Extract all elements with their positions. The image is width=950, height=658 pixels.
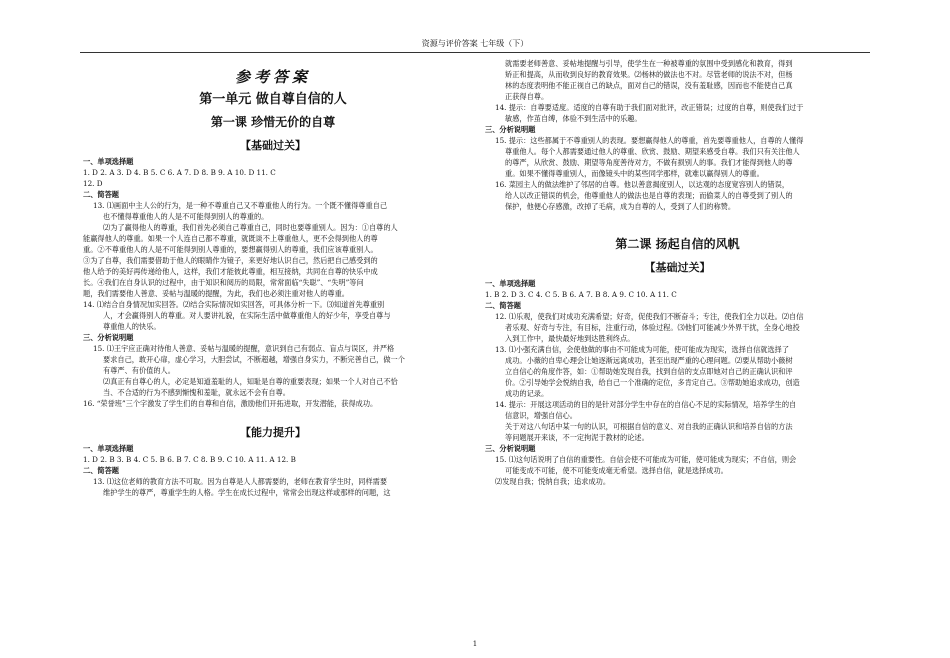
subsection-heading: 三、分析说明题 <box>485 444 536 453</box>
answer-line: 15. 提示：这些都属于不尊重别人的表现。要想赢得他人的尊重，首先要尊重他人，自尊的人懂得 <box>495 136 804 145</box>
answer-line: 人，才会赢得别人的尊重。对人要讲礼貌，在实际生活中做尊重他人的好少年，享受自尊与 <box>103 311 391 320</box>
answers-title: 参考答案 <box>234 68 311 86</box>
answer-line: 就需要老师善意、妥帖地提醒与引导，使学生在一种被尊重的氛围中受到感化和教育，得到 <box>505 59 793 68</box>
answer-line: 当、不合适的行为不感到惭愧和羞耻，就永远不会有自尊。 <box>103 388 290 397</box>
answer-line: 也不懂得尊重他人的人是不可能得到别人的尊重的。 <box>103 212 269 221</box>
answer-line: 14. ⑴结合自身情况加实回答。⑵结合实际情况如实回答，可具体分析一下。⑶知道首先尊重别 <box>83 300 385 309</box>
answer-line: 成功的记录。 <box>505 389 549 398</box>
answer-line: 16. “荣誉班”三个字激发了学生们的自尊和自信，激励他们开拓进取，开发潜能，获得成功。 <box>83 399 378 408</box>
answer-line: 等问题展开来谈，不一定拘泥于教材的论述。 <box>505 433 649 442</box>
left-column <box>83 58 463 498</box>
page-number: 1 <box>472 640 478 648</box>
subsection-heading: 三、分析说明题 <box>83 333 134 342</box>
answer-line: 信意识，增强自信心。 <box>505 411 577 420</box>
subsection-heading: 二、简答题 <box>83 466 119 475</box>
subsection-heading: 一、单项选择题 <box>83 157 134 166</box>
answer-line: 长。④我们在自身认识的过程中，由于知识和阅历的局限，常常面临“失聪”、“失明”等问 <box>83 278 364 287</box>
answer-line: 关于对这八句话中某一句的认识，可根据自信的意义、对自我的正确认识和培养自信的方法 <box>505 422 793 431</box>
section-ability-title: 【能力提升】 <box>240 426 306 439</box>
answer-line: 给人以改正错误的机会，他尊重他人的做法也是自尊的表现；而偷菜人的自尊受到了别人的 <box>505 191 793 200</box>
answer-line: 的尊严，从欣赏、鼓励、期望等角度善待对方，不做有损别人的事。我们才能得到他人的尊 <box>505 158 793 167</box>
answer-line: 者乐观、好奇与专注，有目标，注重行动，体验过程。⑶他们可能减少外界干扰，全身心地投 <box>505 323 800 332</box>
answer-line: 能赢得他人的尊重。如果一个人连自己都不尊重，就既谈不上尊重他人，更不会得到他人的尊 <box>83 234 378 243</box>
lesson-title: 第二课 扬起自信的风帆 <box>615 237 740 251</box>
answer-line: 他人给予的美好再传递给他人，这样，我们才能彼此尊重，相互接纳，共同在自尊的快乐中成 <box>83 267 378 276</box>
answer-line: 价。②引导她学会悦纳自我，给自己一个准确的定位，多肯定自己。③帮助她追求成功，创造 <box>505 378 800 387</box>
answer-line: 16. 菜园主人的做法维护了邻居的自尊。他以善意揭度别人，以达观的态度宽容别人的错误， <box>495 180 790 189</box>
page-header: 资源与评价答案 七年级（下） <box>421 39 529 48</box>
answer-line: 有尊严、有价值的人。 <box>103 366 175 375</box>
answer-line: 13. ⑴这位老师的教育方法不可取。因为自尊是人人都需要的，老师在教育学生时，同样需要 <box>93 477 388 486</box>
answer-line: 矫正和提高，从而收到良好的教育效果。⑵杨林的做法也不对。尽管老师的说法不对，但杨 <box>505 70 793 79</box>
subsection-heading: 一、单项选择题 <box>485 279 536 288</box>
answer-line: 可能变成不可能，使不可能变成毫无希望。选择自信，就是选择成功。 <box>505 466 728 475</box>
unit-title: 第一单元 做自尊自信的人 <box>199 92 347 107</box>
answer-line: 入到工作中，最快最好地到达胜利终点。 <box>505 334 635 343</box>
answer-line: 12. ⑴乐观，使我们对成功充满希望；好奇，促使我们不断奋斗；专注，使我们全力以赴。⑵自信 <box>495 312 804 321</box>
section-basic-title: 【基础过关】 <box>240 139 306 152</box>
right-column <box>485 58 870 487</box>
answer-line: 1. B 2. D 3. C 4. C 5. B 6. A 7. B 8. A 9. C 10. A 11. C <box>485 290 677 299</box>
answer-line: ③为了自尊，我们需要借助于他人的眼睛作为镜子，来更好地认识自己，然后把自己感受到的 <box>83 256 378 265</box>
subsection-heading: 二、简答题 <box>485 301 521 310</box>
answer-line: 13. ⑴小强充满自信，会使他做的事由不可能成为可能，使可能成为现实，选择自信就选择了 <box>495 345 790 354</box>
answer-line: 维护学生的尊严，尊重学生的人格。学生在成长过程中，常常会出现这样或那样的问题，这 <box>103 488 391 497</box>
header-rule <box>80 52 870 53</box>
answer-line: 15. ⑴这句话说明了自信的重要性。自信会使不可能成为可能，使可能成为现实；不自信，则会 <box>495 455 797 464</box>
lesson-title: 第一课 珍惜无价的自尊 <box>210 115 336 129</box>
answer-line: 1. D 2. A 3. D 4. B 5. C 6. A 7. D 8. B 9. A 10. D 11. C <box>83 168 276 177</box>
answer-line: 林的态度表明他不能正视自己的缺点，面对自己的错误，没有羞耻感，因而也不能使自己真 <box>505 81 793 90</box>
answer-line: ⑵为了赢得他人的尊重，我们首先必须自己尊重自己，同时也要尊重别人。因为：①自尊的人 <box>103 223 398 232</box>
subsection-heading: 一、单项选择题 <box>83 444 134 453</box>
answer-line: 重。如果不懂得尊重别人，而像镜头中的某些同学那样，就难以赢得别人的尊重。 <box>505 169 764 178</box>
answer-line: 正获得自尊。 <box>505 92 549 101</box>
answer-line: ⑵发现自我；悦纳自我；追求成功。 <box>495 477 611 486</box>
answer-line: 成功。小薇的自卑心理会让她逐渐远离成功，甚至出现严重的心理问题。⑵要从帮助小薇树 <box>505 356 793 365</box>
section-basic-title: 【基础过关】 <box>644 261 711 274</box>
answer-line: 立自信心的角度作答，如：①帮助她发现自我，找到自信的支点即她对自己的正确认识和评 <box>505 367 793 376</box>
answer-line: 14. 提示：自尊要适度。适度的自尊有助于我们面对批评，改正错误；过度的自尊，则使我们过于 <box>495 103 804 112</box>
answer-line: 敏感，作茧自缚，体验不到生活中的乐趣。 <box>505 114 642 123</box>
answer-line: 1. D 2. B 3. B 4. C 5. B 6. B 7. C 8. B 9. C 10. A 11. A 12. B <box>83 455 296 464</box>
answer-line: 保护，他便心存感激，改掉了毛病，成为自尊的人，受到了人们的称赞。 <box>505 202 736 211</box>
answer-line: 要求自己，敢开心扉，虚心学习，大胆尝试，不断超越，增强自身实力，不断完善自己，做一个 <box>103 355 405 364</box>
answer-line: 14. 提示：开展这项活动的目的是针对部分学生中存在的自信心不足的实际情况，培养学生的自 <box>495 400 797 409</box>
answer-line: 15. ⑴王宇应正确对待他人善意、妥帖与温暖的提醒，意识到自己有弱点、盲点与误区，并严格 <box>93 344 395 353</box>
answer-line: 题，我们需要他人善意、妥帖与温暖的提醒，为此，我们也必须注重对他人的尊重。 <box>83 289 349 298</box>
answer-line: 重。②不尊重他人的人是不可能得到别人尊重的，要想赢得别人的尊重，我们应该尊重别人。 <box>83 245 378 254</box>
subsection-heading: 二、简答题 <box>83 190 119 199</box>
answer-line: 尊重他人。每个人都需要通过他人的尊重、欣赏、鼓励、期望来感受自尊。我们只有关注他人 <box>505 147 800 156</box>
answer-line: 尊重他人的快乐。 <box>103 322 161 331</box>
answer-line: 12. D <box>83 179 103 188</box>
subsection-heading: 三、分析说明题 <box>485 125 536 134</box>
answer-line: 13. ⑴画面中主人公的行为，是一种不尊重自己又不尊重他人的行为。一个既不懂得尊重自己 <box>93 201 388 210</box>
answer-line: ⑵真正有自尊心的人，必定是知道羞耻的人，知耻是自尊的重要表现；如果一个人对自己不恰 <box>103 377 398 386</box>
